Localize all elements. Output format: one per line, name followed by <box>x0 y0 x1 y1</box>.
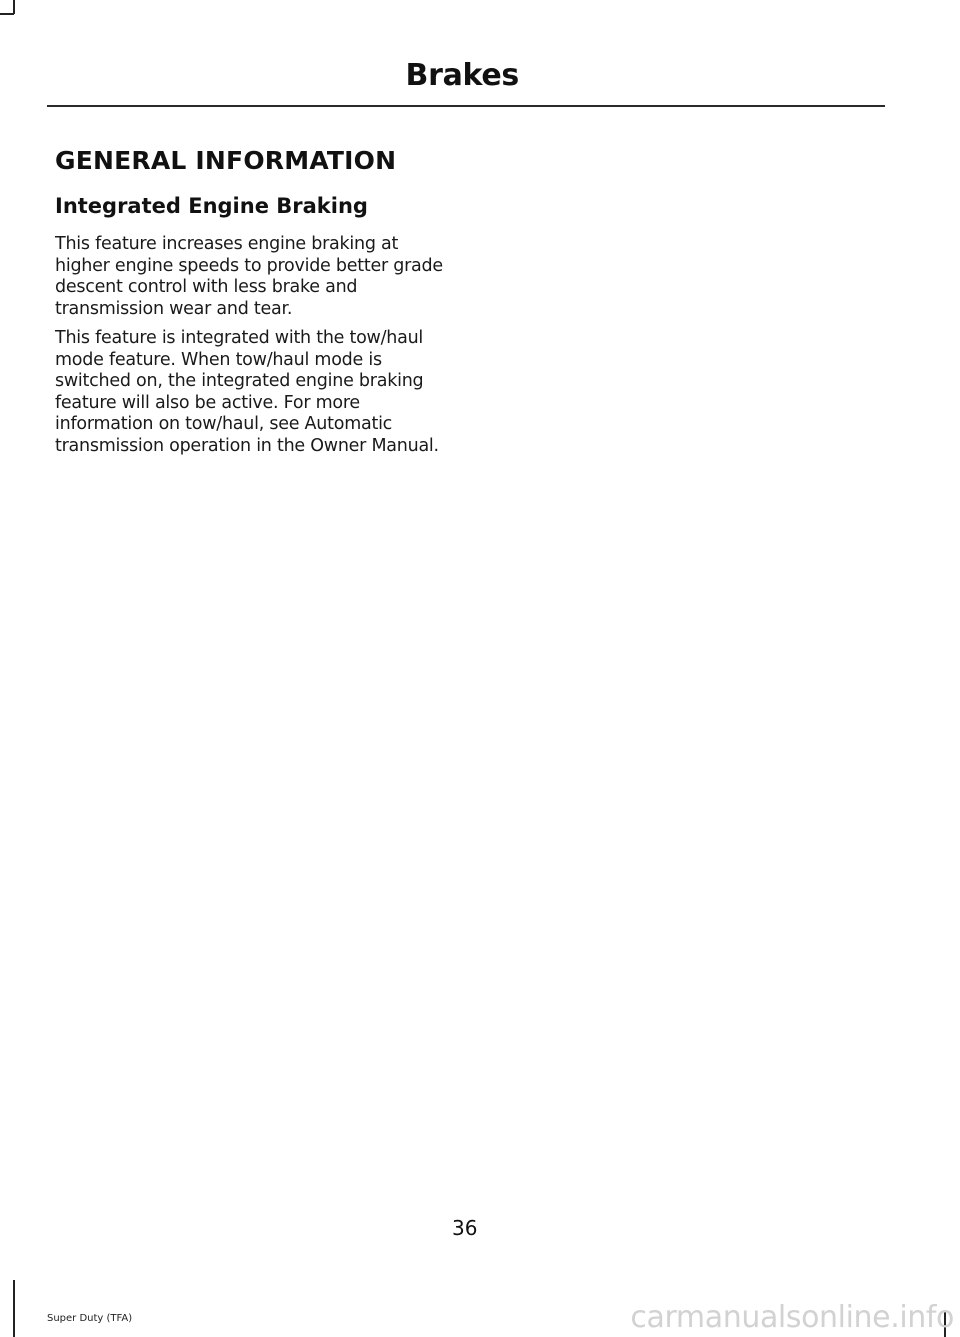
body-paragraph: This feature increases engine braking at higher engine speeds to provide better grade descent control with less brake and transmission wear and tear. <box>55 234 443 319</box>
page-number: 36 <box>452 1216 478 1240</box>
crop-mark-bottom-left <box>13 1280 15 1337</box>
page-header-title: Brakes <box>405 58 519 93</box>
section-heading: GENERAL INFORMATION <box>55 146 397 175</box>
crop-mark-top-left-horizontal <box>0 13 14 15</box>
header-divider <box>47 105 885 107</box>
watermark-text: carmanualsonline.info <box>630 1300 954 1335</box>
body-paragraph: This feature is integrated with the tow/haul mode feature. When tow/haul mode is switched on, the integrated engine braking feature will also be active. For more information on tow/haul, see Automatic transmission operation in the Owner Manual. <box>55 328 439 456</box>
subsection-heading: Integrated Engine Braking <box>55 194 368 218</box>
footer-model-label: Super Duty (TFA) <box>47 1313 133 1324</box>
crop-mark-top-left-vertical <box>13 0 15 14</box>
